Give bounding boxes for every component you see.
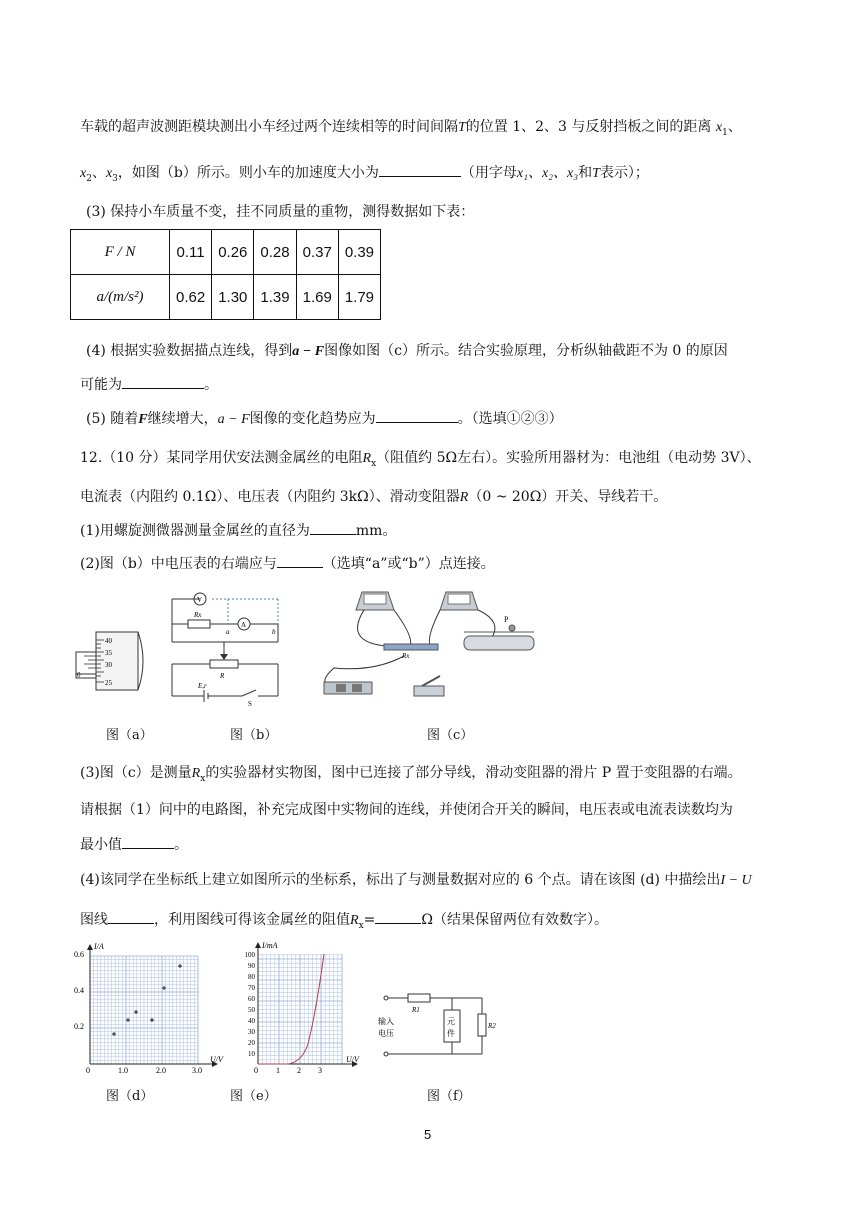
svg-text:R: R xyxy=(220,672,225,680)
svg-text:60: 60 xyxy=(248,995,255,1003)
table-cell: 0.62 xyxy=(170,275,212,320)
svg-text:U/V: U/V xyxy=(346,1055,359,1064)
svg-text:U/V: U/V xyxy=(210,1055,223,1064)
answer-blank-trend[interactable] xyxy=(376,408,458,423)
svg-text:40: 40 xyxy=(248,1017,255,1025)
text-line-1: 车载的超声波测距模块测出小车经过两个连续相等的时间间隔T的位置 1、2、3 与反射挡板之间的距离 $x_1$、 xyxy=(80,119,742,138)
svg-text:1.0: 1.0 xyxy=(118,1066,128,1074)
svg-text:2.0: 2.0 xyxy=(156,1066,166,1074)
table-cell: 1.39 xyxy=(254,275,296,320)
table-row xyxy=(71,275,381,320)
svg-text:50: 50 xyxy=(248,1006,255,1014)
table-cell: 0.28 xyxy=(254,230,296,275)
figure-e-graph xyxy=(232,940,372,1074)
svg-text:100: 100 xyxy=(244,951,255,959)
caption-figure-f: 图（f） xyxy=(427,1089,471,1104)
svg-text:R1: R1 xyxy=(412,1006,420,1014)
svg-text:E,r: E,r xyxy=(198,682,207,690)
svg-text:3.0: 3.0 xyxy=(192,1066,202,1074)
text-line-3: (3) 保持小车质量不变，挂不同质量的重物，测得数据如下表： xyxy=(86,204,475,220)
svg-text:P: P xyxy=(504,615,509,624)
svg-text:70: 70 xyxy=(248,984,255,992)
text-line-6: (5) 随着F继续增大，a − F图像的变化趋势应为 。（选填①②③） xyxy=(86,408,563,431)
figure-a-micrometer xyxy=(74,630,154,692)
graph-grid xyxy=(258,954,342,1064)
answer-blank-point[interactable] xyxy=(277,553,323,568)
table-row xyxy=(71,230,381,275)
svg-text:b: b xyxy=(272,628,276,636)
svg-text:1: 1 xyxy=(276,1066,280,1074)
iu-curve xyxy=(258,954,324,1064)
svg-text:V: V xyxy=(197,596,203,604)
svg-text:10: 10 xyxy=(248,1050,255,1058)
svg-text:0: 0 xyxy=(254,1066,258,1074)
svg-text:件: 件 xyxy=(447,1029,455,1038)
svg-text:S: S xyxy=(248,700,252,708)
question-12-part-2: (2)图（b）中电压表的右端应与 （选填“a”或“b”）点连接。 xyxy=(80,553,495,575)
svg-text:25: 25 xyxy=(105,679,112,687)
table-cell: 1.30 xyxy=(212,275,254,320)
question-12-line-1: 12.（10 分）某同学用伏安法测金属丝的电阻$R_x$（阻值约 5Ω左右）。实验所用器材为：电池组（电动势 3V）、 xyxy=(80,450,761,469)
svg-text:35: 35 xyxy=(105,649,112,657)
figure-d-graph xyxy=(72,940,232,1074)
question-12-part-3-line-2: 请根据（1）问中的电路图，补充完成图中实物间的连线，并使闭合开关的瞬间，电压表或电流表读数均为 xyxy=(80,802,733,818)
svg-text:A: A xyxy=(241,621,247,629)
data-point xyxy=(178,964,182,968)
graph-grid xyxy=(90,956,198,1064)
data-table xyxy=(70,229,381,320)
text-line-4: (4) 根据实验数据描点连线，得到a − F图像如图（c）所示。结合实验原理，分析纵轴截距不为 0 的原因 xyxy=(86,343,728,359)
svg-text:0.4: 0.4 xyxy=(74,986,84,995)
svg-text:0.6: 0.6 xyxy=(74,950,84,959)
svg-text:80: 80 xyxy=(248,973,255,981)
svg-text:0: 0 xyxy=(86,1066,90,1074)
figure-b-circuit xyxy=(160,584,290,708)
answer-blank-intercept[interactable] xyxy=(122,374,204,389)
page-number: 5 xyxy=(424,1127,432,1142)
figure-c-apparatus xyxy=(314,582,544,712)
table-cell: 0.37 xyxy=(296,230,338,275)
answer-blank-wiring[interactable] xyxy=(122,834,174,849)
svg-text:2: 2 xyxy=(297,1066,301,1074)
answer-blank-resistance[interactable] xyxy=(375,909,421,924)
question-12-part-3-line-3: 最小值 。 xyxy=(80,834,188,856)
question-12-part-4-line-1: (4)该同学在坐标纸上建立如图所示的坐标系，标出了与测量数据对应的 6 个点。请在该图 (d) 中描绘出I − U xyxy=(80,872,752,888)
svg-text:元: 元 xyxy=(447,1017,455,1026)
text-line-5: 可能为 。 xyxy=(80,374,218,396)
caption-figure-e: 图（e） xyxy=(230,1089,277,1104)
answer-blank-graph[interactable] xyxy=(108,909,154,924)
table-row-label: a/(m/s²) xyxy=(71,275,170,320)
battery-device xyxy=(324,682,372,694)
svg-text:电压: 电压 xyxy=(378,1029,394,1038)
switch-device xyxy=(414,676,444,696)
svg-text:Rx: Rx xyxy=(402,652,410,660)
svg-text:R2: R2 xyxy=(488,1022,496,1030)
svg-text:输入: 输入 xyxy=(378,1017,394,1026)
svg-text:Rx: Rx xyxy=(194,611,202,619)
ammeter-device xyxy=(440,592,478,610)
table-cell: 1.79 xyxy=(338,275,380,320)
text-line-2: $x_2$、$x_3$，如图（b）所示。则小车的加速度大小为 （用字母x₁、x₂、x₃和T表示）； xyxy=(80,162,649,190)
caption-figure-c: 图（c） xyxy=(427,728,474,743)
figure-f-circuit xyxy=(374,986,504,1072)
voltmeter-device xyxy=(356,592,394,610)
table-cell: 0.39 xyxy=(338,230,380,275)
svg-text:a: a xyxy=(226,628,230,636)
svg-text:3: 3 xyxy=(318,1066,322,1074)
table-cell: 0.11 xyxy=(170,230,212,275)
table-cell: 1.69 xyxy=(296,275,338,320)
question-12-part-4-line-2: 图线 ，利用图线可得该金属丝的阻值$R_x= \Omega$（结果保留两位有效数字）。 xyxy=(80,909,608,937)
rheostat-device xyxy=(464,615,534,650)
svg-text:I/A: I/A xyxy=(94,942,104,951)
data-point xyxy=(150,1018,154,1022)
table-row-label: F / N xyxy=(71,230,170,275)
svg-text:40: 40 xyxy=(105,637,112,645)
svg-text:20: 20 xyxy=(248,1039,255,1047)
svg-text:90: 90 xyxy=(248,962,255,970)
caption-figure-d: 图（d） xyxy=(106,1089,154,1104)
svg-text:0: 0 xyxy=(77,671,81,679)
caption-figure-a: 图（a） xyxy=(106,728,153,743)
question-12-line-2: 电流表（内阻约 0.1Ω）、电压表（内阻约 3kΩ）、滑动变阻器R（0 ~ 20Ω）开关、导线若干。 xyxy=(80,489,668,505)
answer-blank-diameter[interactable] xyxy=(310,520,356,535)
question-12-part-1: (1)用螺旋测微器测量金属丝的直径为 mm。 xyxy=(80,520,396,542)
svg-text:I/mA: I/mA xyxy=(262,941,278,950)
svg-text:0.2: 0.2 xyxy=(74,1022,84,1031)
svg-text:30: 30 xyxy=(248,1028,255,1036)
question-12-part-3-line-1: (3)图（c）是测量$R_x$的实验器材实物图，图中已连接了部分导线，滑动变阻器的滑片 P 置于变阻器的右端。 xyxy=(80,765,742,784)
answer-blank-acceleration[interactable] xyxy=(379,162,461,177)
caption-figure-b: 图（b） xyxy=(230,728,278,743)
table-cell: 0.26 xyxy=(212,230,254,275)
svg-text:30: 30 xyxy=(105,661,112,669)
